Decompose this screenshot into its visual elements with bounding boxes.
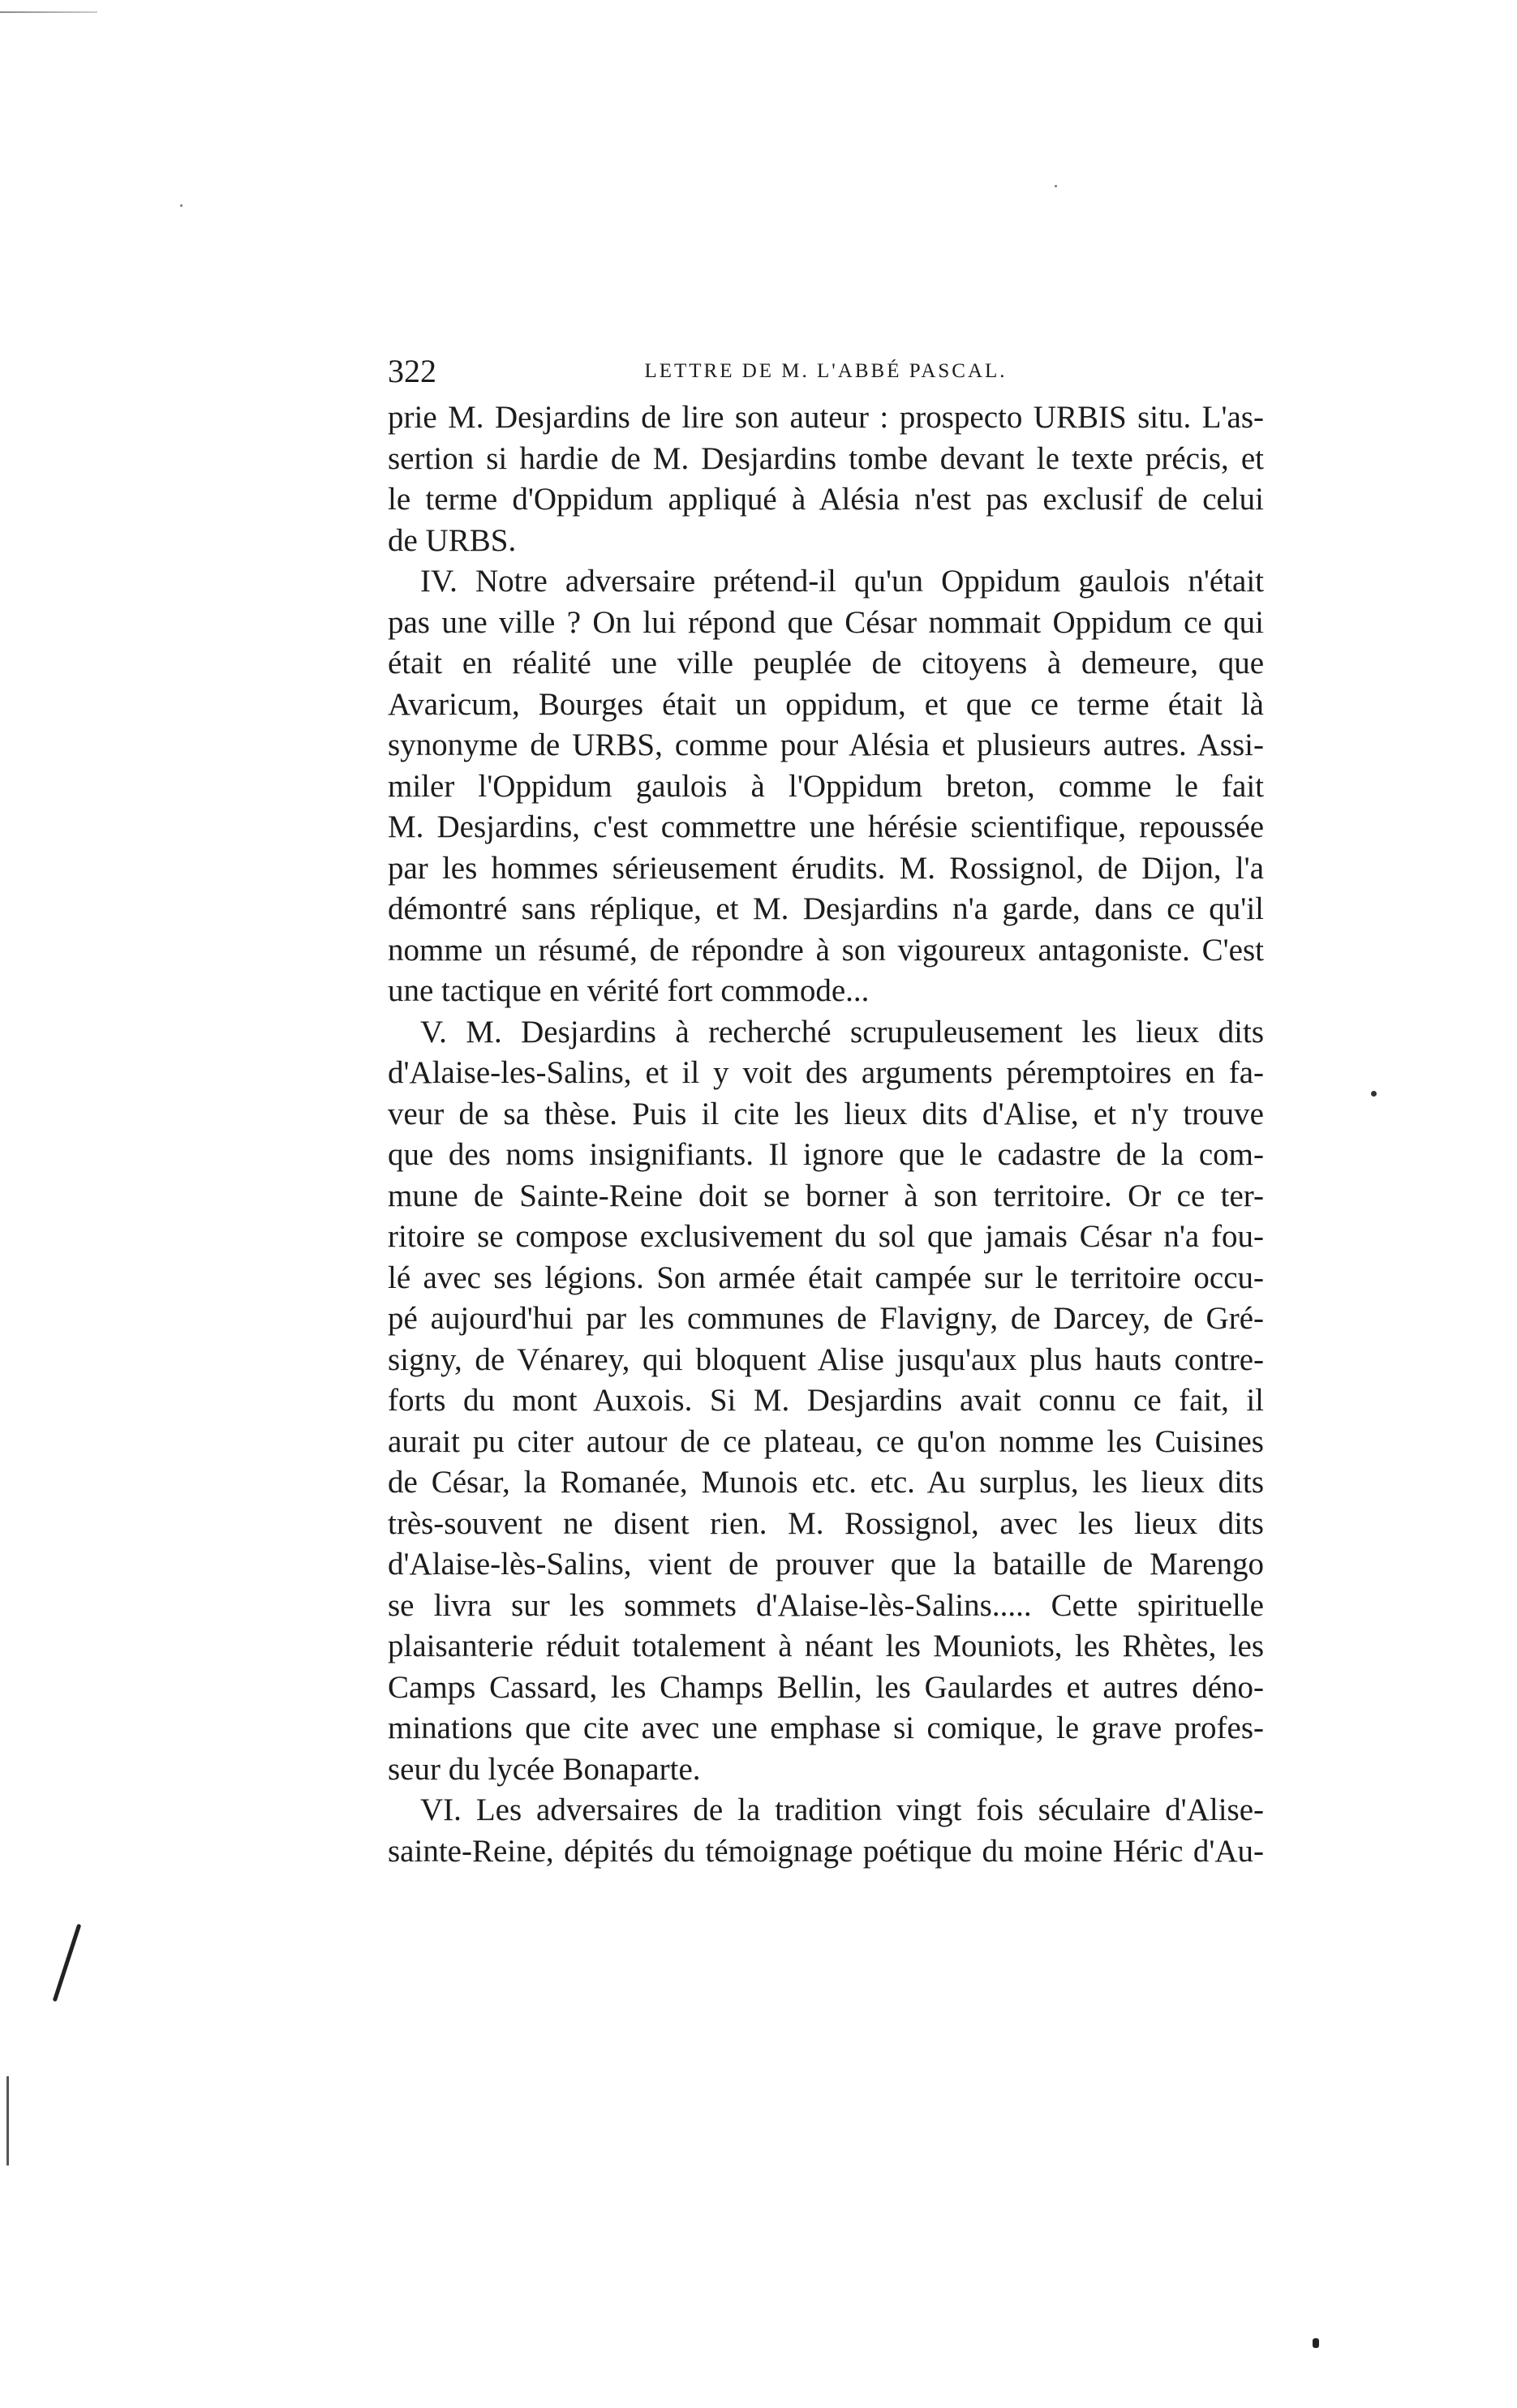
text-line: très-souvent ne disent rien. M. Rossignol, avec les lieux dits bbox=[388, 1505, 1264, 1541]
text-line: forts du mont Auxois. Si M. Desjardins avait connu ce fait, il bbox=[388, 1383, 1264, 1418]
text-line: plaisanterie réduit totalement à néant les Mouniots, les Rhètes, les bbox=[388, 1629, 1264, 1663]
text-line: aurait pu citer autour de ce plateau, ce qu'on nomme les Cuisines bbox=[388, 1423, 1264, 1459]
text-line: d'Alaise-les-Salins, et il y voit des arguments péremptoires en fa- bbox=[388, 1055, 1264, 1090]
scan-speck bbox=[1313, 2338, 1319, 2348]
text-line: miler l'Oppidum gaulois à l'Oppidum breton, comme le fait bbox=[388, 768, 1264, 804]
scan-margin-line bbox=[6, 2076, 9, 2165]
scan-speck bbox=[1371, 1091, 1377, 1097]
text-line: synonyme de URBS, comme pour Alésia et plusieurs autres. Assi- bbox=[388, 728, 1264, 762]
text-line: se livra sur les sommets d'Alaise-lès-Salins..... Cette spirituelle bbox=[388, 1587, 1264, 1623]
text-line: pas une ville ? On lui répond que César nommait Oppidum ce qui bbox=[388, 604, 1264, 640]
page-header bbox=[388, 347, 1264, 396]
page-number: 322 bbox=[388, 353, 436, 389]
text-line: Avaricum, Bourges était un oppidum, et que ce terme était là bbox=[388, 686, 1264, 722]
text-line: signy, de Vénarey, qui bloquent Alise jusqu'aux plus hauts contre- bbox=[388, 1341, 1264, 1377]
text-line: d'Alaise-lès-Salins, vient de prouver que la bataille de Marengo bbox=[388, 1547, 1264, 1582]
text-line: M. Desjardins, c'est commettre une hérésie scientifique, repoussée bbox=[388, 809, 1264, 844]
scan-ink-stroke bbox=[53, 1924, 82, 2002]
text-line: VI. Les adversaires de la tradition vingt fois séculaire d'Alise- bbox=[420, 1792, 1264, 1827]
text-line: nomme un résumé, de répondre à son vigoureux antagoniste. C'est bbox=[388, 932, 1264, 968]
text-line: par les hommes sérieusement érudits. M. Rossignol, de Dijon, l'a bbox=[388, 850, 1264, 886]
text-line: ritoire se compose exclusivement du sol que jamais César n'a fou- bbox=[388, 1219, 1264, 1254]
text-line: Camps Cassard, les Champs Bellin, les Gaulardes et autres déno- bbox=[388, 1669, 1264, 1705]
text-line: le terme d'Oppidum appliqué à Alésia n'est pas exclusif de celui bbox=[388, 482, 1264, 517]
text-line: était en réalité une ville peuplée de citoyens à demeure, que bbox=[388, 646, 1264, 680]
text-line: seur du lycée Bonaparte. bbox=[388, 1751, 701, 1787]
text-line: mune de Sainte-Reine doit se borner à son territoire. Or ce ter- bbox=[388, 1178, 1264, 1213]
scan-edge-mark bbox=[0, 11, 97, 13]
text-line: minations que cite avec une emphase si comique, le grave profes- bbox=[388, 1710, 1264, 1745]
text-line: sertion si hardie de M. Desjardins tombe devant le texte précis, et bbox=[388, 440, 1264, 476]
body-text bbox=[388, 397, 1264, 1922]
text-line: lé avec ses légions. Son armée était campée sur le territoire occu- bbox=[388, 1260, 1264, 1295]
text-line: IV. Notre adversaire prétend-il qu'un Oppidum gaulois n'était bbox=[420, 564, 1264, 599]
text-line: que des noms insignifiants. Il ignore que le cadastre de la com- bbox=[388, 1137, 1264, 1172]
running-title: LETTRE DE M. L'ABBÉ PASCAL. bbox=[644, 360, 1008, 382]
text-line: démontré sans réplique, et M. Desjardins n'a garde, dans ce qu'il bbox=[388, 891, 1264, 926]
text-line: de César, la Romanée, Munois etc. etc. Au surplus, les lieux dits bbox=[388, 1465, 1264, 1500]
text-line: de URBS. bbox=[388, 522, 517, 558]
scan-speck bbox=[180, 204, 183, 207]
text-line: sainte-Reine, dépités du témoignage poétique du moine Héric d'Au- bbox=[388, 1833, 1264, 1869]
scan-speck bbox=[1055, 185, 1057, 187]
text-line: veur de sa thèse. Puis il cite les lieux dits d'Alise, et n'y trouve bbox=[388, 1096, 1264, 1131]
text-line: prie M. Desjardins de lire son auteur : prospecto URBIS situ. L'as- bbox=[388, 400, 1264, 435]
text-line: une tactique en vérité fort commode... bbox=[388, 973, 870, 1008]
text-line: pé aujourd'hui par les communes de Flavigny, de Darcey, de Gré- bbox=[388, 1301, 1264, 1336]
text-line: V. M. Desjardins à recherché scrupuleusement les lieux dits bbox=[420, 1014, 1264, 1049]
